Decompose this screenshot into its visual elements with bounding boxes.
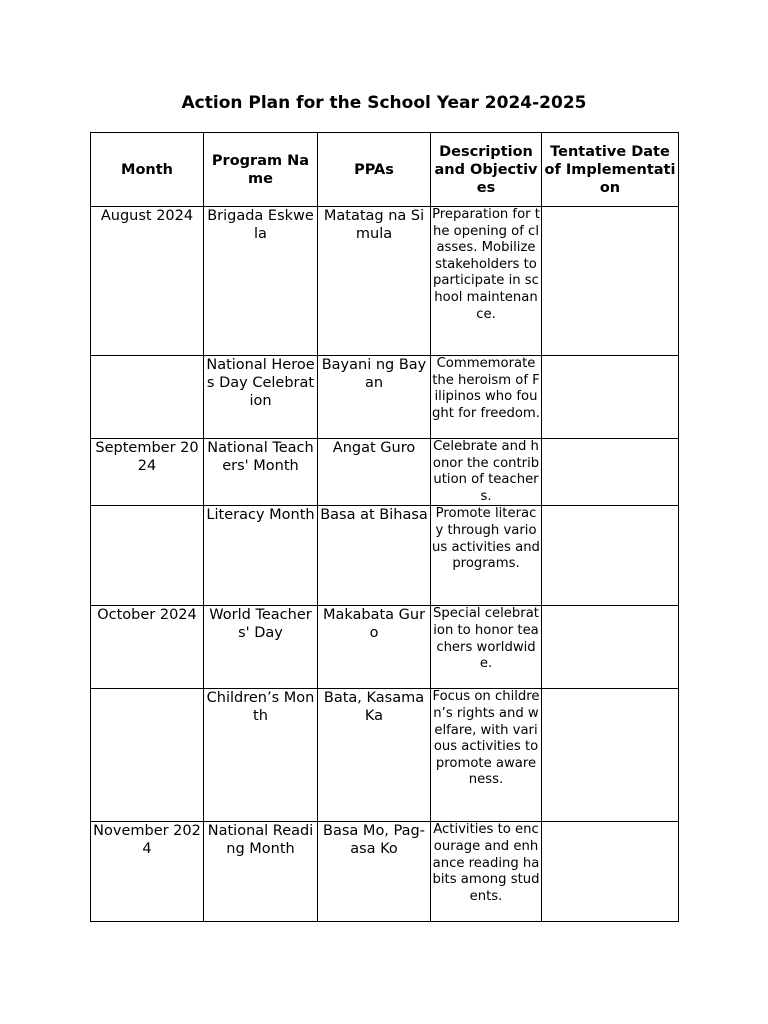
- cell-program-name: National Reading Month: [204, 822, 318, 922]
- table-row: [91, 439, 679, 506]
- table-row: [91, 606, 679, 689]
- cell-ppas: Basa at Bihasa: [318, 506, 431, 606]
- cell-month: August 2024: [91, 207, 204, 356]
- cell-description: Promote literacy through various activities and programs.: [431, 506, 542, 606]
- cell-tentative-date: [542, 207, 679, 356]
- cell-tentative-date: [542, 439, 679, 506]
- header-program-name: Program Name: [204, 133, 318, 207]
- table-row: [91, 822, 679, 922]
- cell-description: Celebrate and honor the contribution of teachers.: [431, 439, 542, 506]
- cell-ppas: Bata, Kasama Ka: [318, 689, 431, 822]
- cell-ppas: Bayani ng Bayan: [318, 356, 431, 439]
- cell-program-name: National Teachers' Month: [204, 439, 318, 506]
- cell-month: [91, 506, 204, 606]
- cell-description: Preparation for the opening of classes. Mobilize stakeholders to participate in school maintenance.: [431, 207, 542, 356]
- table-row: [91, 356, 679, 439]
- cell-program-name: National Heroes Day Celebration: [204, 356, 318, 439]
- cell-month: September 2024: [91, 439, 204, 506]
- cell-month: November 2024: [91, 822, 204, 922]
- page-title: Action Plan for the School Year 2024-2025: [181, 93, 587, 113]
- cell-description: Activities to encourage and enhance reading habits among students.: [431, 822, 542, 922]
- header-description: Description and Objectives: [431, 133, 542, 207]
- cell-month: [91, 689, 204, 822]
- cell-ppas: Matatag na Simula: [318, 207, 431, 356]
- cell-tentative-date: [542, 356, 679, 439]
- action-plan-table: [90, 132, 679, 922]
- cell-program-name: Children’s Month: [204, 689, 318, 822]
- cell-ppas: Basa Mo, Pag-asa Ko: [318, 822, 431, 922]
- cell-month: [91, 356, 204, 439]
- cell-tentative-date: [542, 689, 679, 822]
- table-row: [91, 506, 679, 606]
- cell-month: October 2024: [91, 606, 204, 689]
- cell-tentative-date: [542, 822, 679, 922]
- cell-tentative-date: [542, 506, 679, 606]
- cell-description: Focus on children’s rights and welfare, with various activities to promote awareness.: [431, 689, 542, 822]
- header-ppas: PPAs: [318, 133, 431, 207]
- cell-tentative-date: [542, 606, 679, 689]
- table-header-row: [91, 133, 679, 207]
- cell-ppas: Makabata Guro: [318, 606, 431, 689]
- header-month: Month: [91, 133, 204, 207]
- cell-description: Commemorate the heroism of Filipinos who fought for freedom.: [431, 356, 542, 439]
- header-tentative-date: Tentative Date of Implementation: [542, 133, 679, 207]
- cell-program-name: World Teachers' Day: [204, 606, 318, 689]
- cell-program-name: Literacy Month: [204, 506, 318, 606]
- table-row: [91, 207, 679, 356]
- cell-program-name: Brigada Eskwela: [204, 207, 318, 356]
- table-row: [91, 689, 679, 822]
- cell-description: Special celebration to honor teachers worldwide.: [431, 606, 542, 689]
- cell-ppas: Angat Guro: [318, 439, 431, 506]
